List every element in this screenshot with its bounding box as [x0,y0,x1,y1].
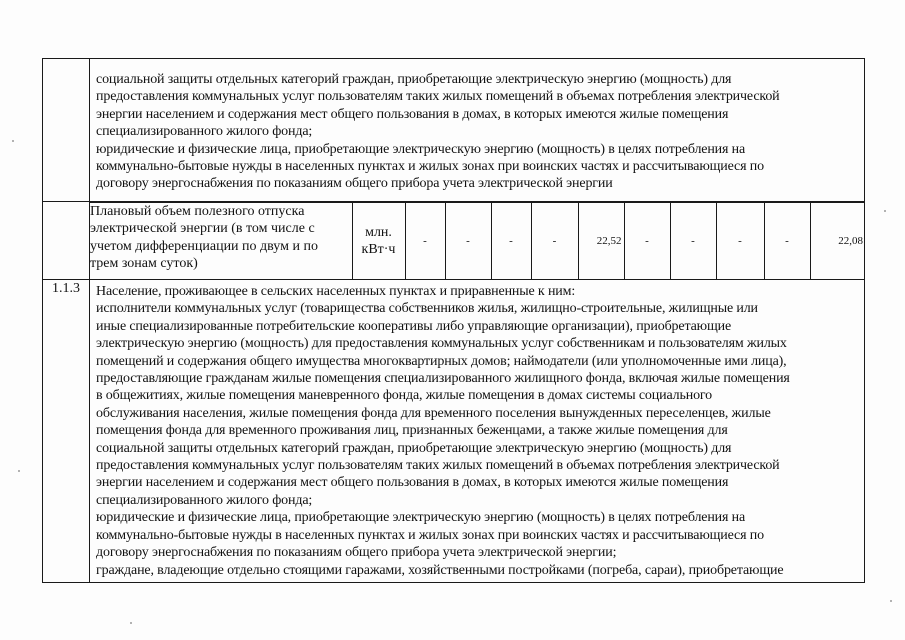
text-line: электрическую энергию (мощность) для предоставления коммунальных услуг собственникам и пользователям жилых [96,336,787,352]
text-line: энергии населением и содержания мест общего пользования в домах, в которых имеются жилые помещения [96,475,729,491]
text-line: помещений и содержания общего имущества многоквартирных домов; наймодатели (или уполномоченные ими лица), [96,353,787,369]
label-line: Плановый объем полезного отпуска [90,204,305,219]
text-line: юридические и физические лица, приобретающие электрическую энергию (мощность) в целях потребления на [96,141,746,157]
label-line: учетом дифференциации по двум и по [90,238,318,254]
continuation-number-cell [43,59,90,202]
planned-volume-cell [90,202,865,280]
value-cell: - [624,203,670,280]
value-cell: 22,52 [578,203,624,280]
text-line: договору энергоснабжения по показаниям общего прибора учета электрической энергии; [96,545,617,561]
text-line: коммунально-бытовые нужды в населенных пунктах и жилых зонах при воинских частях и рассчитывающиеся по [96,159,764,175]
text-line: коммунально-бытовые нужды в населенных пунктах и жилых зонах при воинских частях и рассчитывающиеся по [96,527,764,543]
text-line: иные специализированные потребительские кооперативы либо управляющие организации), приобретающие [96,318,732,334]
label-line: трем зонам суток) [90,256,198,272]
unit-cell [352,203,405,280]
text-line: предоставления коммунальных услуг пользователям таких жилых помещений в объемах потребления электрической [96,89,780,105]
text-line: социальной защиты отдельных категорий граждан, приобретающие электрическую энергию (мощность) для [96,72,732,87]
text-line: энергии населением и содержания мест общего пользования в домах, в которых имеются жилые помещения [96,106,729,122]
text-line: предоставления коммунальных услуг пользователям таких жилых помещений в объемах потребления электрической [96,458,780,474]
continuation-row [43,59,865,202]
text-line: граждане, владеющие отдельно стоящими гаражами, хозяйственными постройками (погреба, сараи), приобретающие [96,562,784,578]
value-cell: - [531,203,578,280]
section-text [90,280,864,582]
value-cell: - [764,203,810,280]
scan-speck [12,140,14,142]
value-cell: 22,08 [810,203,865,280]
section-row-1-1-3 [43,280,865,583]
label-line: электрической энергии (в том числе с [90,221,315,237]
value-cell: - [445,203,491,280]
planned-volume-row [43,202,865,280]
text-line: обслуживания населения, жилые помещения фонда для временного поселения вынужденных переселенцев, жилые [96,405,771,421]
section-number: 1.1.3 [43,280,90,583]
value-cell: - [405,203,445,280]
text-line: помещения фонда для временного проживания лиц, признанных беженцами, а также жилые помещения для [96,423,728,439]
value-cell: - [670,203,716,280]
text-line: исполнители коммунальных услуг (товарищества собственников жилья, жилищно-строительные, жилищные или [96,301,758,317]
planned-volume-label [90,203,352,280]
scan-speck [890,600,892,602]
text-line: предоставляющие гражданам жилые помещения специализированного жилищного фонда, включая жилые помещения [96,371,790,387]
section-text-cell [90,280,865,583]
text-line: специализированного жилого фонда; [96,124,313,140]
value-cell: - [716,203,764,280]
planned-volume-number-cell [43,202,90,280]
text-line: социальной защиты отдельных категорий граждан, приобретающие электрическую энергию (мощность) для [96,440,732,456]
value-cell: - [491,203,531,280]
scan-speck [884,210,886,212]
continuation-text-cell [90,59,865,202]
text-line: юридические и физические лица, приобретающие электрическую энергию (мощность) в целях потребления на [96,510,746,526]
tariff-table [42,58,865,583]
text-line: в общежитиях, жилые помещения маневренного фонда, жилые помещения в домах системы социального [96,388,713,404]
text-line: специализированного жилого фонда; [96,492,313,508]
text-line: договору энергоснабжения по показаниям общего прибора учета электрической энергии [96,176,613,192]
scan-speck [130,622,132,624]
unit-line: кВт·ч [361,242,396,257]
scan-speck [18,470,20,472]
unit-line: млн. [365,225,392,240]
continuation-text [90,59,864,201]
planned-volume-table [90,202,865,279]
text-line: Население, проживающее в сельских населенных пунктах и приравненные к ним: [96,284,576,299]
